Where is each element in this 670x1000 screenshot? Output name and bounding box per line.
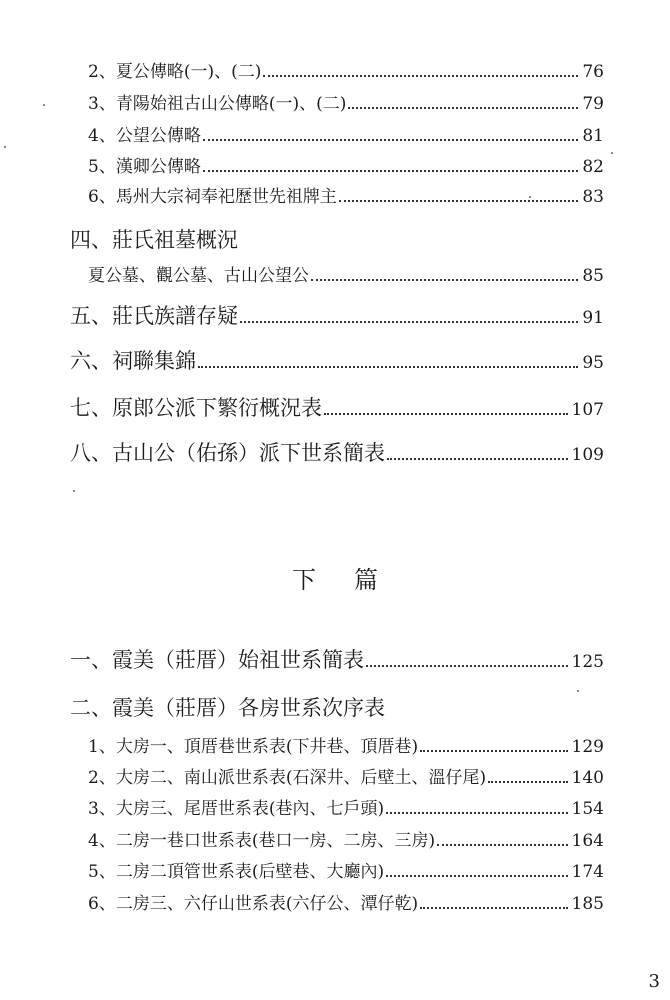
entry-number: 5、 — [88, 862, 116, 882]
section-number: 一、 — [70, 648, 112, 672]
entry-number: 1、 — [88, 737, 116, 757]
entry-number: 6、 — [88, 894, 116, 914]
toc-entry[interactable] — [88, 96, 604, 113]
toc-entry[interactable] — [88, 64, 604, 81]
section-number: 七、 — [70, 396, 112, 420]
page-number: 3 — [648, 971, 660, 992]
toc-entry[interactable] — [88, 833, 604, 850]
entry-number: 5、 — [88, 157, 116, 177]
toc-entry[interactable] — [88, 159, 604, 176]
entry-title: 二房三、六仔山世系表(六仔公、潭仔乾) — [115, 894, 419, 914]
scan-speck — [529, 196, 531, 198]
entry-page: 129 — [571, 737, 604, 757]
entry-number: 3、 — [88, 799, 116, 819]
entry-number: 6、 — [88, 187, 116, 207]
entry-title: 大房一、頂厝巷世系表(下井巷、頂厝巷) — [115, 737, 419, 757]
toc-section-4[interactable] — [70, 230, 238, 251]
entry-title: 青陽始祖古山公傳略(一)、(二) — [115, 94, 347, 114]
entry-title: 夏公墓、觀公墓、古山公望公 — [88, 266, 309, 286]
toc-entry[interactable] — [88, 864, 604, 881]
section-page: 125 — [571, 652, 604, 672]
entry-number: 2、 — [88, 62, 116, 82]
entry-title: 二房二頂管世系表(后壁巷、大廳內) — [115, 862, 385, 882]
toc-section-1[interactable] — [70, 650, 604, 671]
scan-speck — [4, 146, 6, 148]
toc-entry[interactable] — [88, 739, 604, 756]
entry-number: 4、 — [88, 831, 116, 851]
entry-page: 154 — [571, 799, 604, 819]
entry-page: 81 — [582, 126, 604, 146]
scan-speck — [577, 690, 579, 692]
dot-leader — [386, 875, 567, 877]
dot-leader — [339, 200, 579, 202]
entry-page: 83 — [582, 187, 604, 207]
dot-leader — [198, 366, 578, 368]
dot-leader — [203, 170, 579, 172]
section-title: 莊氏祖墓概況 — [112, 228, 238, 252]
section-title: 古山公（佑孫）派下世系簡表 — [112, 441, 385, 465]
section-number: 四、 — [70, 228, 112, 252]
section-title: 祠聯集錦 — [112, 349, 196, 373]
dot-leader — [324, 413, 568, 415]
entry-title: 夏公傳略(一)、(二) — [115, 62, 262, 82]
section-number: 六、 — [70, 349, 112, 373]
toc-entry[interactable] — [88, 896, 604, 913]
entry-page: 76 — [582, 62, 604, 82]
entry-title: 馬州大宗祠奉祀歷世先祖牌主 — [115, 187, 337, 207]
scan-speck — [73, 490, 75, 492]
dot-leader — [203, 139, 579, 141]
toc-entry[interactable] — [88, 268, 604, 285]
entry-page: 79 — [582, 94, 604, 114]
section-page: 91 — [582, 308, 604, 328]
entry-title: 大房二、南山派世系表(石深井、后壁土、溫仔尾) — [115, 768, 487, 788]
toc-entry[interactable] — [88, 128, 604, 145]
entry-number: 2、 — [88, 768, 116, 788]
dot-leader — [366, 665, 568, 667]
section-title: 霞美（莊厝）各房世系次序表 — [112, 696, 385, 720]
entry-title: 公望公傳略 — [115, 126, 201, 146]
dot-leader — [311, 279, 578, 281]
toc-entry[interactable] — [88, 770, 604, 787]
toc-section-8[interactable] — [70, 443, 604, 464]
toc-entry[interactable] — [88, 801, 604, 818]
section-title: 霞美（莊厝）始祖世系簡表 — [112, 648, 364, 672]
section-page: 109 — [571, 445, 604, 465]
scan-speck — [611, 152, 613, 154]
toc-section-6[interactable] — [70, 351, 604, 372]
dot-leader — [386, 812, 567, 814]
entry-page: 164 — [571, 831, 604, 851]
section-number: 五、 — [70, 304, 112, 328]
section-page: 107 — [571, 400, 604, 420]
entry-number: 3、 — [88, 94, 116, 114]
dot-leader — [420, 907, 567, 909]
toc-section-2[interactable] — [70, 698, 385, 719]
dot-leader — [348, 107, 578, 109]
entry-title: 漢卿公傳略 — [115, 157, 201, 177]
toc-section-7[interactable] — [70, 398, 604, 419]
entry-number: 4、 — [88, 126, 116, 146]
toc-section-5[interactable] — [70, 306, 604, 327]
dot-leader — [387, 458, 568, 460]
entry-title: 大房三、尾厝世系表(巷內、七戶頭) — [115, 799, 385, 819]
section-number: 八、 — [70, 441, 112, 465]
entry-page: 82 — [582, 157, 604, 177]
section-page: 95 — [582, 353, 604, 373]
section-title: 原郎公派下繁衍概況表 — [112, 396, 322, 420]
entry-page: 174 — [571, 862, 604, 882]
dot-leader — [240, 321, 578, 323]
entry-page: 185 — [571, 894, 604, 914]
dot-leader — [488, 781, 567, 783]
toc-entry[interactable] — [88, 189, 604, 206]
dot-leader — [263, 75, 578, 77]
entry-page: 85 — [582, 266, 604, 286]
section-number: 二、 — [70, 696, 112, 720]
dot-leader — [437, 844, 567, 846]
scan-speck — [43, 104, 45, 106]
entry-page: 140 — [571, 768, 604, 788]
entry-title: 二房一巷口世系表(巷口一房、二房、三房) — [115, 831, 436, 851]
part-heading: 下篇 — [292, 566, 416, 594]
section-title: 莊氏族譜存疑 — [112, 304, 238, 328]
dot-leader — [420, 750, 567, 752]
